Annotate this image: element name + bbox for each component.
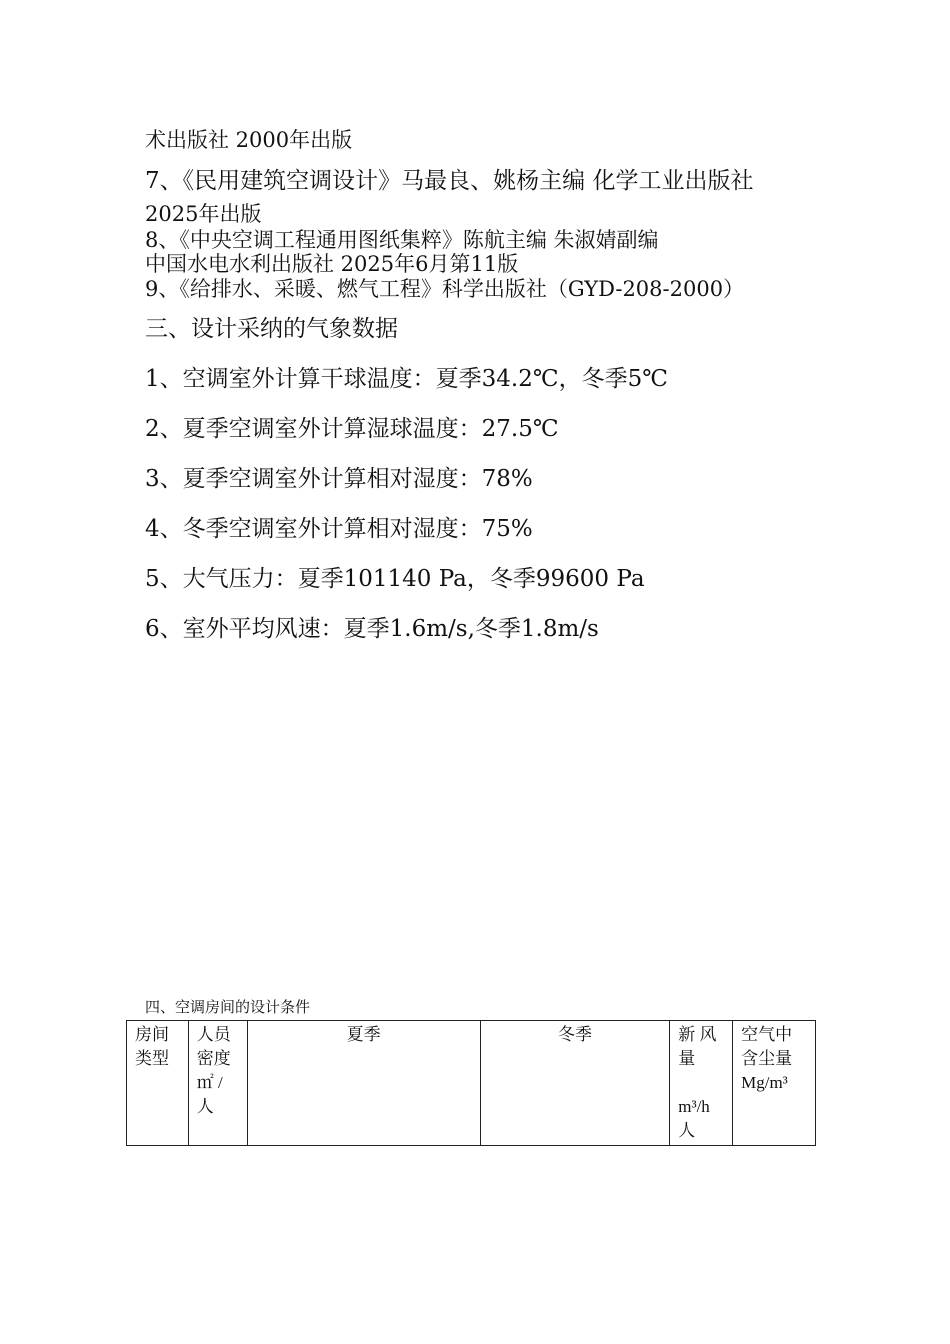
ref-item-7: 7、《民用建筑空调设计》马最良、姚杨主编 化学工业出版社 bbox=[145, 168, 754, 194]
design-conditions-table bbox=[126, 1020, 816, 1146]
col-fresh-air-label: 新 风量 bbox=[678, 1025, 717, 1068]
weather-heading: 三、设计采纳的气象数据 bbox=[145, 316, 398, 342]
col-fresh-air-unit: m³/h人 bbox=[678, 1097, 710, 1140]
ref-item-7-year: 2025年出版 bbox=[145, 202, 262, 226]
ref-item-8: 8、《中央空调工程通用图纸集粹》陈航主编 朱淑婧副编 bbox=[145, 228, 659, 252]
ref-line-publisher-tail: 术出版社 2000年出版 bbox=[145, 128, 353, 152]
weather-item: 2、夏季空调室外计算湿球温度：27.5℃ bbox=[145, 416, 559, 442]
weather-item: 6、室外平均风速：夏季1.6m/s,冬季1.8m/s bbox=[145, 616, 599, 642]
weather-item: 4、冬季空调室外计算相对湿度：75% bbox=[145, 516, 533, 542]
table-header-row bbox=[127, 1021, 816, 1146]
col-summer: 夏季 bbox=[247, 1021, 480, 1146]
weather-item: 3、夏季空调室外计算相对湿度：78% bbox=[145, 466, 533, 492]
col-occupant-density: 人员密度㎡ /人 bbox=[188, 1021, 247, 1146]
col-winter: 冬季 bbox=[480, 1021, 670, 1146]
table-caption: 四、空调房间的设计条件 bbox=[145, 998, 311, 1016]
ref-item-8-publisher: 中国水电水利出版社 2025年6月第11版 bbox=[145, 252, 519, 276]
ref-item-9: 9、《给排水、采暖、燃气工程》科学出版社（GYD-208-2000） bbox=[145, 277, 745, 301]
col-dust-content: 空气中含尘量Mg/m³ bbox=[733, 1021, 816, 1146]
col-fresh-air bbox=[670, 1021, 733, 1146]
weather-item: 1、空调室外计算干球温度：夏季34.2℃，冬季5℃ bbox=[145, 366, 668, 392]
col-room-type: 房间类型 bbox=[127, 1021, 189, 1146]
weather-item: 5、大气压力：夏季101140 Pa，冬季99600 Pa bbox=[145, 566, 645, 592]
